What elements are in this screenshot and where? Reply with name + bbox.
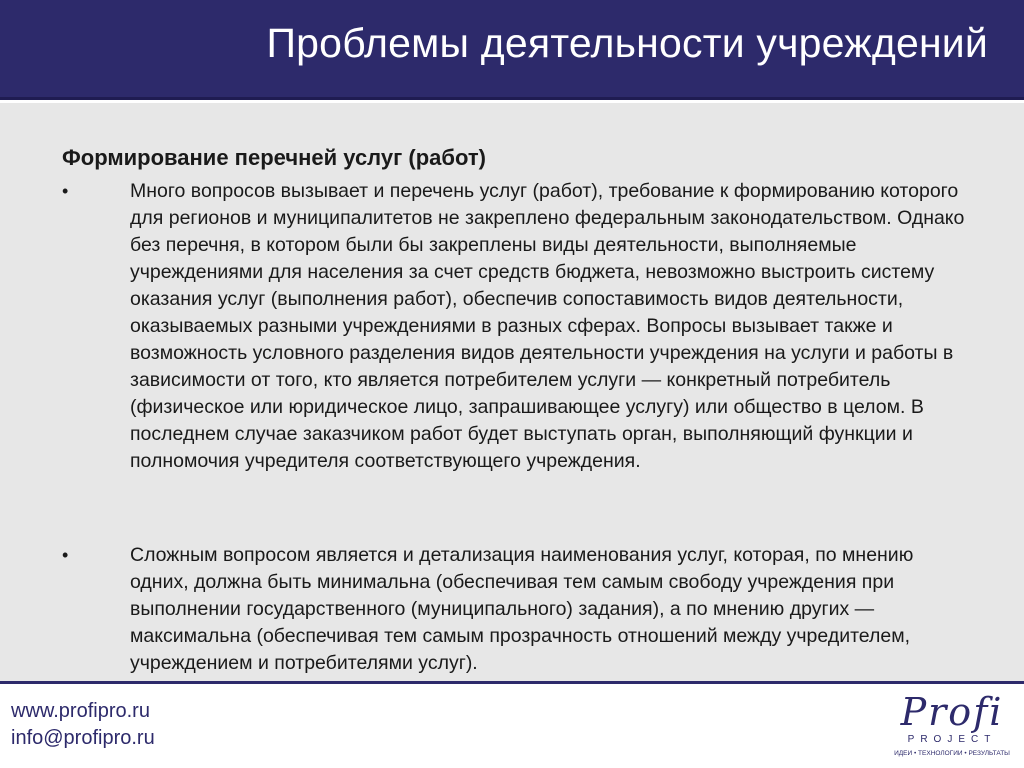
bullet-text: Сложным вопросом является и детализация наименования услуг, которая, по мнению одних, должна быть минимальна (обеспечивая тем самым свободу учреждения при выполнении государственного (муниципального) задания), а по мнению других — максимальна (обеспечивая тем самым прозрачность отношений между учредителем, учреждением и потребителями услуг). xyxy=(130,544,914,674)
bullet-marker: • xyxy=(62,545,69,565)
bullet-text: Много вопросов вызывает и перечень услуг (работ), требование к формированию которого для регионов и муниципалитетов не закреплено федеральным законодательством. Однако без перечня, в котором были бы закреплены виды деятельности, выполняемые учреждениями для населения за счет средств бюджета, невозможно выстроить систему оказания услуг (выполнения работ), обеспечив сопоставимость видов деятельности, оказываемых разными учреждениями в разных сферах. Вопросы вызывает также и возможность условного разделения видов деятельности учреждения на услуги и работы в зависимости от того, кто является потребителем услуги — конкретный потребитель (физическое или юридическое лицо, запрашивающее услугу) или общество в целом. В последнем случае заказчиком работ будет выступать орган, выполняющий функции и полномочия учредителя соответствующего учреждения. xyxy=(130,180,965,472)
slide-footer xyxy=(0,684,1024,768)
slide-header xyxy=(0,0,1024,100)
logo-wordmark: Profi xyxy=(900,690,1004,734)
website-link[interactable]: www.profipro.ru xyxy=(11,700,150,722)
profi-project-logo xyxy=(890,692,1014,762)
logo-tagline: ИДЕИ • ТЕХНОЛОГИИ • РЕЗУЛЬТАТЫ xyxy=(894,750,1010,757)
email-link[interactable]: info@profipro.ru xyxy=(11,727,155,749)
slide-title: Проблемы деятельности учреждений xyxy=(266,20,988,66)
section-subtitle: Формирование перечней услуг (работ) xyxy=(62,145,486,170)
bullet-marker: • xyxy=(62,181,69,201)
logo-project-text: PROJECT xyxy=(907,734,997,745)
